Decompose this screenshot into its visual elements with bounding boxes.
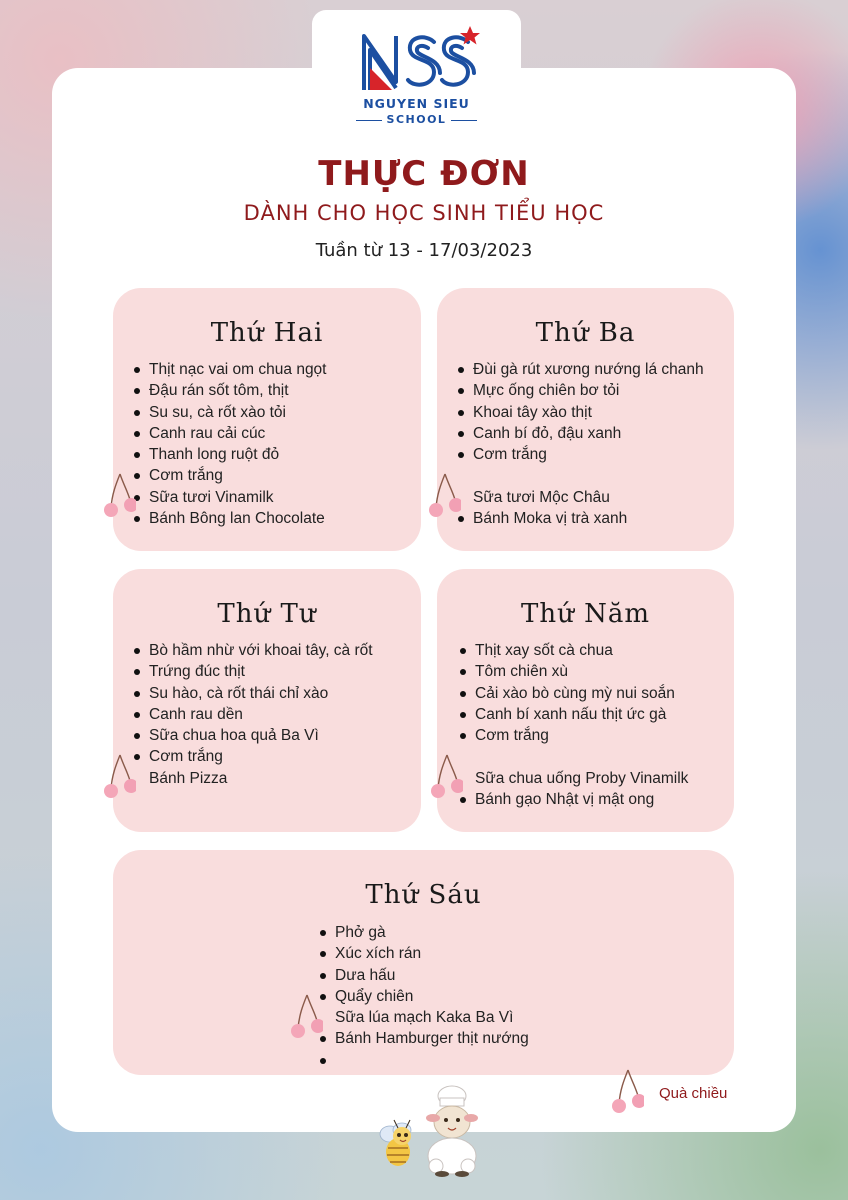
menu-item: Cơm trắng [458, 725, 688, 746]
menu-item: Mực ống chiên bơ tỏi [456, 380, 704, 401]
menu-item [318, 1050, 529, 1071]
menu-item: Bánh Hamburger thịt nướng [318, 1028, 529, 1049]
menu-item: Đùi gà rút xương nướng lá chanh [456, 359, 704, 380]
menu-item: Canh rau cải cúc [132, 423, 327, 444]
day-title: Thứ Sáu [365, 880, 482, 910]
menu-list [456, 359, 704, 529]
menu-item: Quẩy chiên [318, 986, 529, 1007]
day-title: Thứ Năm [520, 599, 650, 629]
day-card-thursday [437, 569, 734, 832]
menu-item [458, 746, 688, 767]
school-sub: SCHOOL [312, 113, 521, 126]
cherry-icon [427, 753, 463, 799]
menu-item: Bánh gạo Nhật vị mật ong [458, 789, 688, 810]
menu-item [456, 465, 704, 486]
page-title: THỰC ĐƠN [318, 154, 530, 194]
menu-item: Canh rau dền [132, 704, 373, 725]
school-logo [312, 10, 521, 150]
menu-item: Cơm trắng [132, 746, 373, 767]
day-title: Thứ Hai [210, 318, 324, 348]
page-subtitle: DÀNH CHO HỌC SINH TIỂU HỌC [243, 201, 605, 225]
chef-sheep-icon [426, 1086, 478, 1177]
menu-item: Sữa chua hoa quả Ba Vì [132, 725, 373, 746]
bee-icon [380, 1120, 411, 1166]
menu-item: Khoai tây xào thịt [456, 402, 704, 423]
menu-item: Thịt nạc vai om chua ngọt [132, 359, 327, 380]
menu-item: Trứng đúc thịt [132, 661, 373, 682]
menu-item: Su su, cà rốt xào tỏi [132, 402, 327, 423]
cherry-icon [425, 472, 461, 518]
menu-item: Canh bí xanh nấu thịt ức gà [458, 704, 688, 725]
menu-item: Cơm trắng [456, 444, 704, 465]
menu-item: Sữa tươi Mộc Châu [473, 488, 610, 506]
school-name: NGUYEN SIEU [363, 96, 470, 111]
cherry-icon [100, 472, 136, 518]
menu-item: Phở gà [318, 922, 529, 943]
day-title: Thứ Ba [535, 318, 636, 348]
menu-item: Thanh long ruột đỏ [132, 444, 327, 465]
menu-item: Su hào, cà rốt thái chỉ xào [132, 683, 373, 704]
menu-item: Thịt xay sốt cà chua [458, 640, 688, 661]
menu-item: Sữa chua uống Proby Vinamilk [475, 769, 689, 787]
menu-item: Xúc xích rán [318, 943, 529, 964]
cherry-icon [287, 993, 323, 1039]
legend-cherry-icon [608, 1068, 644, 1114]
day-card-tuesday [437, 288, 734, 551]
menu-list [132, 640, 373, 789]
menu-item: Tôm chiên xù [458, 661, 688, 682]
menu-item: Đậu rán sốt tôm, thịt [132, 380, 327, 401]
menu-item: Canh bí đỏ, đậu xanh [456, 423, 704, 444]
menu-item: Bò hầm nhừ với khoai tây, cà rốt [132, 640, 373, 661]
cherry-icon [100, 753, 136, 799]
day-title: Thứ Tư [217, 599, 317, 629]
week-range: Tuần từ 13 - 17/03/2023 [315, 240, 533, 261]
day-card-friday [113, 850, 734, 1075]
menu-item: Bánh Pizza [149, 769, 228, 787]
menu-item: Cơm trắng [132, 465, 327, 486]
mascot-illustration [376, 1082, 486, 1178]
menu-item: Dưa hấu [318, 965, 529, 986]
menu-list [318, 922, 529, 1071]
star-icon [460, 26, 480, 45]
menu-item: Sữa tươi Vinamilk [132, 487, 327, 508]
nss-logo-mark [356, 24, 486, 96]
menu-item: Cải xào bò cùng mỳ nui soắn [458, 683, 688, 704]
day-card-monday [113, 288, 421, 551]
day-card-wednesday [113, 569, 421, 832]
menu-list [132, 359, 327, 529]
menu-item: Sữa lúa mạch Kaka Ba Vì [335, 1009, 514, 1027]
menu-item: Bánh Bông lan Chocolate [132, 508, 327, 529]
menu-list [458, 640, 688, 810]
menu-item: Bánh Moka vị trà xanh [456, 508, 704, 529]
legend-label: Quà chiều [659, 1085, 728, 1102]
